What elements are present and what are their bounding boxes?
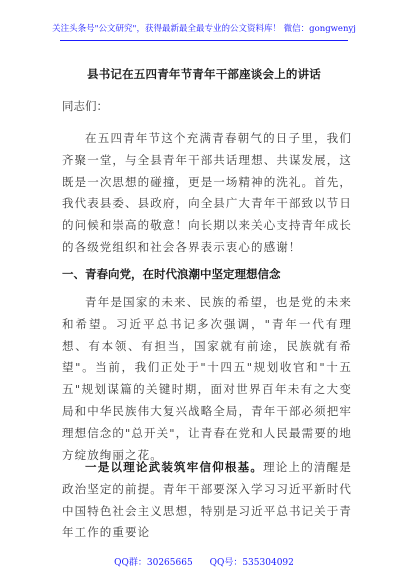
- section-heading: 一、青春向党，在时代浪潮中坚定理想信念: [62, 267, 281, 281]
- footer-qq-group: QQ群：30265665: [114, 558, 193, 568]
- footer-qq-number: QQ号：535304092: [209, 558, 294, 568]
- document-title: 县书记在五四青年节青年干部座谈会上的讲话: [87, 67, 321, 81]
- header-promo-note: 关注头条号"公文研究"，获得最新最全最专业的公文资料库！ 微信：gongwenyj: [52, 24, 356, 34]
- paragraph-opening: 在五四青年节这个充满青春朝气的日子里，我们齐聚一堂，与全县青年干部共话理想、共谋发展，这既是一次思想的碰撞，更是一场精神的洗礼。首先，我代表县委、县政府，向全县广大青年干部致以节日的问候和崇高的敬意！向长期以来关心支持青年成长的各级党组织和社会各界表示衷心的感谢！: [62, 131, 352, 254]
- salutation: 同志们：: [62, 99, 108, 113]
- paragraph-lead-phrase: 一是以理论武装筑牢信仰根基。: [85, 460, 264, 474]
- paragraph-body-text: 理论上的清醒是政治坚定的前提。青年干部要深入学习习近平新时代中国特色社会主义思想，特别是习近平总书记关于青年工作的重要论: [62, 460, 352, 540]
- footer-contact: [0, 555, 408, 568]
- header-divider: [60, 40, 348, 41]
- paragraph-theory: [62, 457, 352, 544]
- paragraph-youth-mission: 青年是国家的未来、民族的希望，也是党的未来和希望。习近平总书记多次强调，"青年一代有理想、有本领、有担当，国家就有前途，民族就有希望"。当前，我们正处于"十四五"规划收官和"十五五"规划谋篇的关键时期，面对世界百年未有之大变局和中华民族伟大复兴战略全局，青年干部必须把牢理想信念的"总开关"，让青春在党和人民最需要的地方绽放绚丽之花。: [62, 295, 352, 462]
